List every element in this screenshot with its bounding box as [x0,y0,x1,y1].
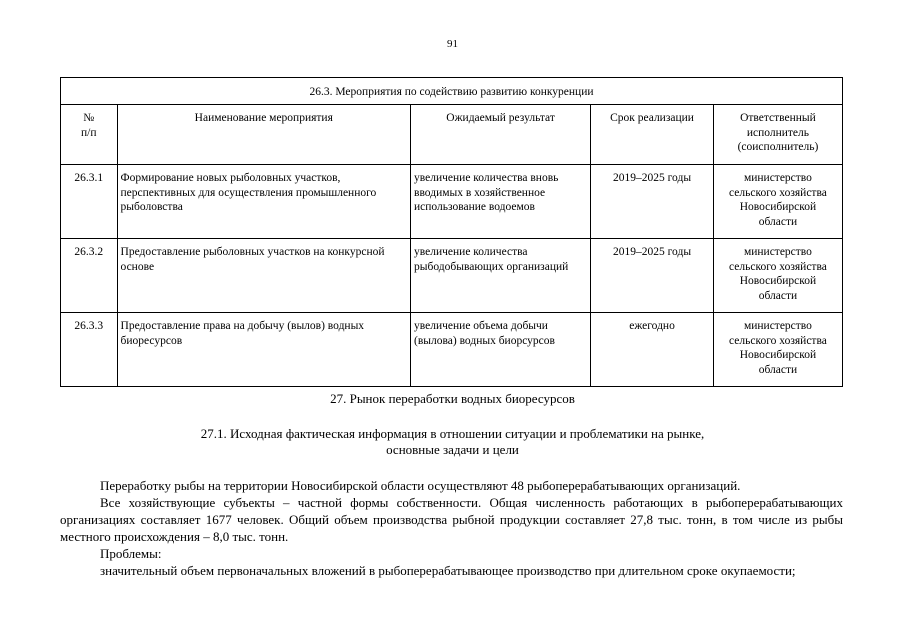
row-name: Предоставление права на добычу (вылов) водных биоресурсов [117,313,410,387]
row-result: увеличение количества вновь вводимых в хозяйственное использование водоемов [411,165,591,239]
row-responsible [713,313,842,387]
row-responsible-line: сельского хозяйства [729,186,827,199]
subsection-title-line1: 27.1. Исходная фактическая информация в отношении ситуации и проблематики на рынке, [200,426,705,441]
header-responsible-line2: исполнитель [746,126,810,139]
section-title: 27. Рынок переработки водных биоресурсов [330,391,575,406]
row-responsible-line: Новосибирской [739,201,817,213]
subsection-title-line2: основные задачи и цели [386,442,519,457]
header-name: Наименование мероприятия [117,105,410,165]
row-num: 26.3.1 [61,165,118,239]
paragraph: значительный объем первоначальных вложений в рыбоперерабатывающее производство при длительном сроке окупаемости; [100,563,796,578]
table-row [61,239,843,313]
row-name: Предоставление рыболовных участков на конкурсной основе [117,239,410,313]
row-responsible-line: министерство [743,172,812,184]
header-term: Срок реализации [591,105,714,165]
row-responsible-line: области [758,215,798,228]
row-responsible-line: сельского хозяйства [729,334,827,347]
row-responsible-line: области [758,289,798,302]
row-responsible [713,165,842,239]
page-number: 91 [447,38,458,50]
row-name: Формирование новых рыболовных участков, перспективных для осуществления промышленного рыболовства [117,165,410,239]
row-term: 2019–2025 годы [591,239,714,313]
table-header-row [61,105,843,165]
header-num [61,105,118,165]
header-num-line2: п/п [81,126,97,139]
row-num: 26.3.2 [61,239,118,313]
row-result: увеличение объема добычи (вылова) водных биорсурсов [411,313,591,387]
row-term: 2019–2025 годы [591,165,714,239]
row-responsible-line: области [758,363,798,376]
row-responsible-line: сельского хозяйства [729,260,827,273]
paragraph: Все хозяйствующие субъекты – частной формы собственности. Общая численность работающих в рыбоперерабатывающих организациях составляет 1677 человек. Общий объем производства рыбной продукции составляет 27,8 тыс. тонн, в том числе из рыбы местного происхождения – 8,0 тыс. тонн. [60,495,843,544]
paragraph: Переработку рыбы на территории Новосибирской области осуществляют 48 рыбоперерабатывающих организаций. [100,478,741,493]
row-responsible-line: министерство [743,246,812,258]
table-row [61,313,843,387]
header-responsible-line3: (соисполнитель) [737,141,819,153]
row-num: 26.3.3 [61,313,118,387]
paragraph: Проблемы: [100,546,162,561]
row-responsible-line: Новосибирской [739,275,817,287]
table-caption-row [61,78,843,105]
row-responsible-line: министерство [743,320,812,332]
table-row [61,165,843,239]
measures-table [60,77,843,387]
row-responsible [713,239,842,313]
header-responsible-line1: Ответственный [740,112,816,124]
header-responsible [713,105,842,165]
row-result: увеличение количества рыбодобывающих организаций [411,239,591,313]
header-num-line1: № [83,112,95,124]
row-term: ежегодно [591,313,714,387]
row-responsible-line: Новосибирской [739,349,817,361]
table-caption: 26.3. Мероприятия по содействию развитию конкуренции [61,78,843,105]
body-text [60,477,843,579]
header-result: Ожидаемый результат [411,105,591,165]
subsection-title [130,426,775,458]
